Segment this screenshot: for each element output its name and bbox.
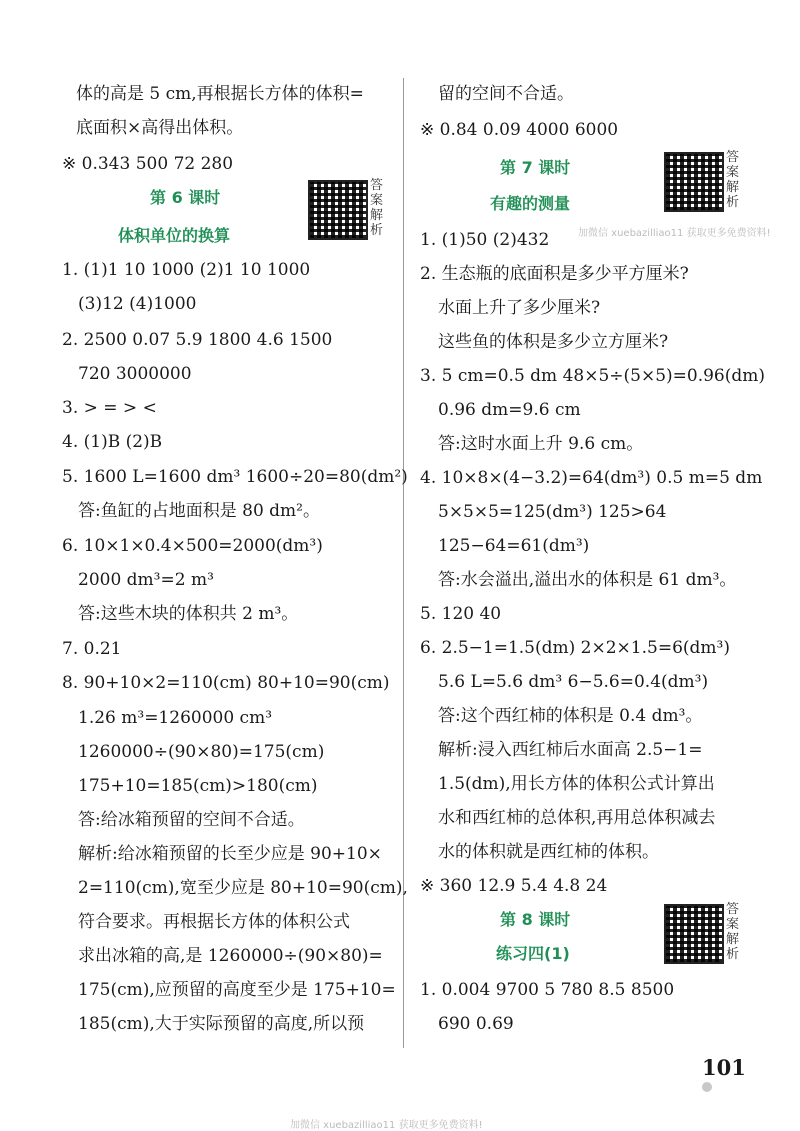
qr-code-icon (308, 180, 368, 240)
column-divider (403, 78, 404, 1048)
right-line: 1.5(dm),用长方体的体积公式计算出 (438, 774, 715, 794)
qr-code-icon (664, 152, 724, 212)
right-line: 4. 10×8×(4−3.2)=64(dm³) 0.5 m=5 dm (420, 468, 763, 488)
left-line: 2=110(cm),宽至少应是 80+10=90(cm), (78, 878, 408, 898)
right-line: 5.6 L=5.6 dm³ 6−5.6=0.4(dm³) (438, 672, 709, 692)
left-line: 5. 1600 L=1600 dm³ 1600÷20=80(dm²) (62, 467, 408, 487)
right-line: 第 7 课时 (500, 158, 571, 177)
right-line: 125−64=61(dm³) (438, 536, 590, 556)
right-line: 690 0.69 (438, 1014, 514, 1034)
qr-label: 答案解析 (726, 150, 740, 210)
right-line: 5×5×5=125(dm³) 125>64 (438, 502, 667, 522)
left-line: 答:这些木块的体积共 2 m³。 (78, 604, 299, 624)
page-number: 101 (702, 1055, 746, 1080)
right-line: 这些鱼的体积是多少立方厘米? (438, 332, 669, 352)
left-line: 第 6 课时 (150, 188, 221, 207)
right-line: 第 8 课时 (500, 910, 571, 929)
right-line: 水面上升了多少厘米? (438, 298, 601, 318)
left-line: 底面积×高得出体积。 (76, 118, 244, 138)
left-line: 3. > = > < (62, 398, 157, 418)
left-line: 175(cm),应预留的高度至少是 175+10= (78, 980, 396, 1000)
left-line: 体的高是 5 cm,再根据长方体的体积= (76, 84, 364, 104)
left-line: 2000 dm³=2 m³ (78, 570, 214, 590)
right-line: 练习四(1) (496, 944, 570, 963)
left-line: ※ 0.343 500 72 280 (62, 154, 234, 174)
decorative-dot (702, 1082, 712, 1092)
left-line: 体积单位的换算 (118, 226, 231, 245)
left-line: 1. (1)1 10 1000 (2)1 10 1000 (62, 260, 311, 280)
qr-label: 答案解析 (370, 178, 384, 238)
right-line: 答:这个西红柿的体积是 0.4 dm³。 (438, 706, 703, 726)
left-line: 175+10=185(cm)>180(cm) (78, 776, 318, 796)
right-line: 1. (1)50 (2)432 (420, 230, 550, 250)
left-line: 4. (1)B (2)B (62, 432, 163, 452)
left-line: 8. 90+10×2=110(cm) 80+10=90(cm) (62, 673, 390, 693)
watermark: 加微信 xuebazilliao11 获取更多免费资料! (578, 228, 771, 239)
right-line: ※ 0.84 0.09 4000 6000 (420, 120, 619, 140)
right-line: 解析:浸入西红柿后水面高 2.5−1= (438, 740, 703, 760)
left-line: 1260000÷(90×80)=175(cm) (78, 742, 325, 762)
qr-label: 答案解析 (726, 902, 740, 962)
left-line: 1.26 m³=1260000 cm³ (78, 708, 273, 728)
right-line: ※ 360 12.9 5.4 4.8 24 (420, 876, 608, 896)
left-line: 2. 2500 0.07 5.9 1800 4.6 1500 (62, 330, 333, 350)
left-line: 答:给冰箱预留的空间不合适。 (78, 810, 305, 830)
right-line: 3. 5 cm=0.5 dm 48×5÷(5×5)=0.96(dm) (420, 366, 766, 386)
left-line: 答:鱼缸的占地面积是 80 dm²。 (78, 501, 320, 521)
left-line: 6. 10×1×0.4×500=2000(dm³) (62, 536, 323, 556)
left-line: 720 3000000 (78, 364, 192, 384)
right-line: 有趣的测量 (490, 194, 571, 213)
right-line: 水和西红柿的总体积,再用总体积减去 (438, 808, 716, 828)
left-line: 符合要求。再根据长方体的体积公式 (78, 912, 350, 932)
left-line: (3)12 (4)1000 (78, 294, 197, 314)
right-line: 5. 120 40 (420, 604, 502, 624)
right-line: 0.96 dm=9.6 cm (438, 400, 581, 420)
qr-code-icon (664, 904, 724, 964)
right-line: 留的空间不合适。 (438, 84, 574, 104)
right-line: 水的体积就是西红柿的体积。 (438, 842, 659, 862)
right-line: 1. 0.004 9700 5 780 8.5 8500 (420, 980, 675, 1000)
right-line: 2. 生态瓶的底面积是多少平方厘米? (420, 264, 689, 284)
left-line: 解析:给冰箱预留的长至少应是 90+10× (78, 844, 382, 864)
left-line: 求出冰箱的高,是 1260000÷(90×80)= (78, 946, 383, 966)
right-line: 答:这时水面上升 9.6 cm。 (438, 434, 644, 454)
left-line: 7. 0.21 (62, 639, 122, 659)
right-line: 答:水会溢出,溢出水的体积是 61 dm³。 (438, 570, 737, 590)
watermark: 加微信 xuebazilliao11 获取更多免费资料! (290, 1120, 483, 1131)
left-line: 185(cm),大于实际预留的高度,所以预 (78, 1014, 365, 1034)
right-line: 6. 2.5−1=1.5(dm) 2×2×1.5=6(dm³) (420, 638, 730, 658)
